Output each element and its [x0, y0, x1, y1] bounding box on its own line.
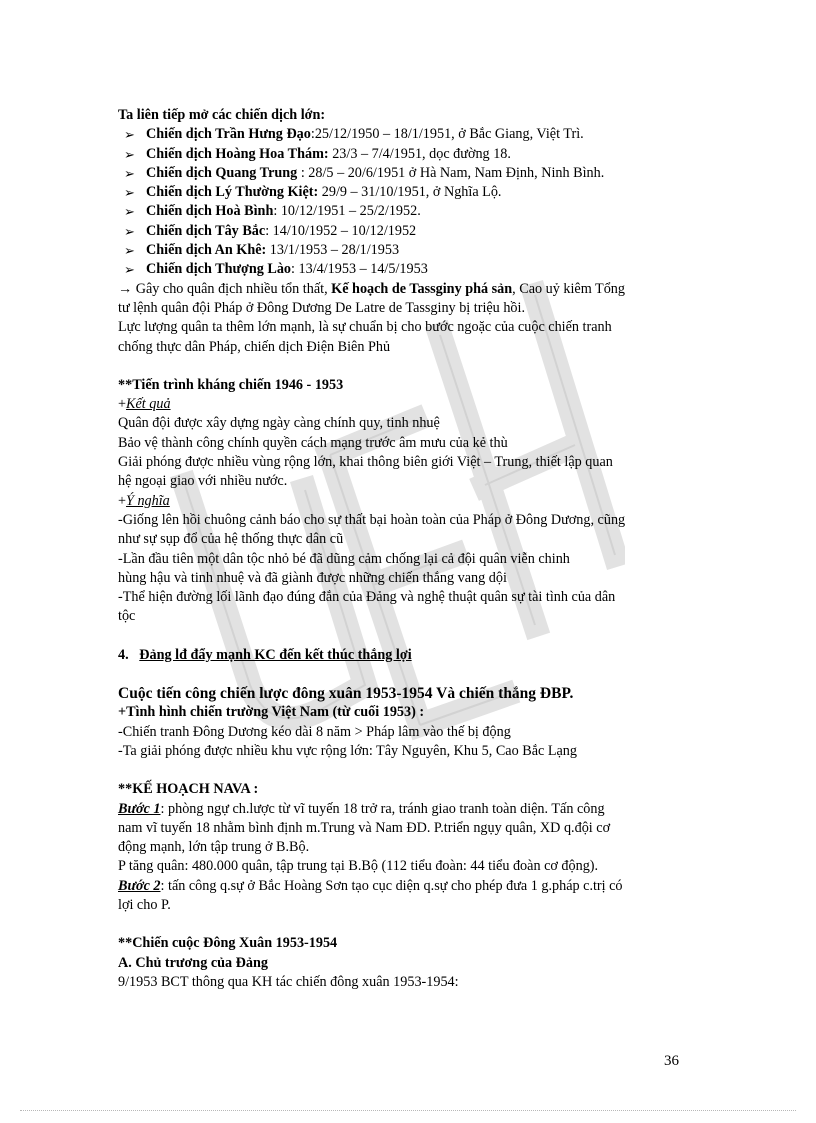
campaign-detail: 23/3 – 7/4/1951, dọc đường 18.	[328, 145, 511, 162]
step1-line	[118, 800, 698, 819]
ynghia-label: Ý nghĩa	[126, 492, 170, 509]
step1-line: nam vĩ tuyến 18 nhằm bình định m.Trung và Nam ĐD. P.triển ngụy quân, XD q.đội cơ	[118, 819, 611, 836]
step2-label: Bước 2	[118, 877, 161, 894]
plus-sign: +	[118, 492, 127, 509]
step2-text: : tấn công q.sự ở Bắc Hoàng Sơn tạo cục diện q.sự cho phép đưa 1 g.pháp c.trị có	[160, 877, 623, 894]
result-bold-text: Kế hoạch de Tassginy phá sản	[331, 280, 513, 297]
campaign-detail: :25/12/1950 – 18/1/1951, ở Bắc Giang, Việt Trì.	[310, 126, 584, 143]
dongxuan-heading: **Chiến cuộc Đông Xuân 1953-1954	[118, 935, 338, 952]
party-heading: A. Chủ trương của Đảng	[118, 954, 268, 971]
campaign-name: Chiến dịch Lý Thường Kiệt:	[146, 184, 319, 201]
campaign-item	[118, 125, 698, 144]
result-line	[118, 280, 698, 299]
campaign-name: Chiến dịch An Khê:	[146, 242, 267, 259]
campaign-detail: : 13/4/1953 – 14/5/1953	[291, 261, 428, 278]
troops-line: P tăng quân: 480.000 quân, tập trung tại B.Bộ (112 tiểu đoàn: 44 tiểu đoàn cơ động).	[118, 858, 599, 875]
situation-line: -Ta giải phóng được nhiều khu vực rộng lớn: Tây Nguyên, Khu 5, Cao Bắc Lạng	[118, 742, 577, 759]
campaign-name: Chiến dịch Hoà Bình	[146, 203, 274, 220]
result-text: , Cao uỷ kiêm Tổng	[512, 280, 625, 297]
page-divider	[20, 1110, 796, 1111]
result-line: chống thực dân Pháp, chiến dịch Điện Biên Phủ	[118, 338, 391, 355]
situation-line: -Chiến tranh Đông Dương kéo dài 8 năm > Pháp lâm vào thế bị động	[118, 723, 511, 740]
campaign-name: Chiến dịch Trần Hưng Đạo	[146, 126, 311, 143]
campaign-item	[118, 164, 698, 183]
ynghia-line: như sự sụp đổ của hệ thống thực dân cũ	[118, 531, 344, 548]
ketqua-line: Quân đội được xây dựng ngày càng chính quy, tinh nhuệ	[118, 415, 440, 432]
campaign-detail: 13/1/1953 – 28/1/1953	[266, 242, 400, 259]
section4-heading	[118, 646, 698, 665]
step1-line: động mạnh, lớn tập trung ở B.Bộ.	[118, 839, 310, 856]
campaign-item	[118, 260, 698, 279]
campaign-detail: : 28/5 – 20/6/1951 ở Hà Nam, Nam Định, Ninh Bình.	[297, 164, 605, 181]
campaigns-section	[118, 106, 698, 992]
ynghia-line: tộc	[118, 608, 136, 625]
result-text: → Gây cho quân địch nhiều tổn thất,	[118, 280, 332, 297]
campaign-item	[118, 222, 698, 241]
campaigns-intro: Ta liên tiếp mở các chiến dịch lớn:	[118, 107, 326, 123]
campaign-name: Chiến dịch Tây Bắc	[146, 222, 266, 239]
ketqua-line: Giải phóng được nhiều vùng rộng lớn, khai thông biên giới Việt – Trung, thiết lập quan	[118, 454, 613, 471]
campaign-item	[118, 183, 698, 202]
section-number: 4.	[118, 646, 129, 663]
campaign-item	[118, 241, 698, 260]
arrow-bullet-icon: ➢	[124, 146, 135, 162]
step2-line	[118, 877, 698, 896]
ynghia-line: -Lần đầu tiên một dân tộc nhỏ bé đã dũng cảm chống lại cả đội quân viễn chinh	[118, 550, 570, 567]
ynghia-line: hùng hậu và tinh nhuệ và đã giành được những chiến thắng vang dội	[118, 569, 507, 586]
result-line: Lực lượng quân ta thêm lớn mạnh, là sự chuẩn bị cho bước ngoặc của cuộc chiến tranh	[118, 319, 612, 336]
ynghia-line: -Thể hiện đường lối lãnh đạo đúng đắn của Đảng và nghệ thuật quân sự tài tình của dân	[118, 589, 616, 606]
step2-line: lợi cho P.	[118, 896, 171, 913]
ynghia-line: -Giống lên hồi chuông cảnh báo cho sự thất bại hoàn toàn của Pháp ở Đông Dương, cũng	[118, 511, 626, 528]
campaign-name: Chiến dịch Quang Trung	[146, 164, 298, 181]
result-line: tư lệnh quân đội Pháp ở Đông Dương De Latre de Tassginy bị triệu hồi.	[118, 299, 526, 316]
campaign-item	[118, 202, 698, 221]
step1-label: Bước 1	[118, 800, 161, 817]
page-number: 36	[664, 1053, 679, 1069]
arrow-bullet-icon: ➢	[124, 165, 135, 181]
plus-sign: +	[118, 396, 127, 413]
campaign-detail: : 10/12/1951 – 25/2/1952.	[273, 203, 421, 220]
ketqua-line: hệ ngoại giao với nhiều nước.	[118, 473, 288, 490]
step1-text: : phòng ngự ch.lược từ vĩ tuyến 18 trở ra, tránh giao tranh toàn diện. Tấn công	[160, 800, 605, 817]
arrow-bullet-icon: ➢	[124, 243, 135, 259]
arrow-bullet-icon: ➢	[124, 223, 135, 239]
campaign-detail: : 14/10/1952 – 10/12/1952	[265, 222, 417, 239]
ynghia-heading	[118, 492, 698, 511]
arrow-bullet-icon: ➢	[124, 185, 135, 201]
campaign-detail: 29/9 – 31/10/1951, ở Nghĩa Lộ.	[318, 184, 502, 201]
campaign-name: Chiến dịch Thượng Lào	[146, 261, 292, 278]
section-title: Đảng lđ đẩy mạnh KC đến kết thúc thắng lợi	[139, 646, 412, 663]
arrow-bullet-icon: ➢	[124, 127, 135, 143]
arrow-bullet-icon: ➢	[124, 262, 135, 278]
ketqua-heading	[118, 395, 698, 414]
campaign-name: Chiến dịch Hoàng Hoa Thám:	[146, 145, 329, 162]
process-heading: **Tiến trình kháng chiến 1946 - 1953	[118, 376, 344, 393]
arrow-bullet-icon: ➢	[124, 204, 135, 220]
ketqua-label: Kết quả	[126, 396, 171, 413]
strategic-heading: Cuộc tiến công chiến lược đông xuân 1953-1954 Và chiến thắng ĐBP.	[118, 685, 574, 703]
party-line: 9/1953 BCT thông qua KH tác chiến đông xuân 1953-1954:	[118, 973, 459, 990]
nava-heading: **KẾ HOẠCH NAVA :	[118, 781, 259, 798]
ketqua-line: Bảo vệ thành công chính quyền cách mạng trước âm mưu của kẻ thù	[118, 434, 508, 451]
campaign-item	[118, 145, 698, 164]
situation-heading: +Tình hình chiến trường Việt Nam (từ cuối 1953) :	[118, 704, 425, 721]
